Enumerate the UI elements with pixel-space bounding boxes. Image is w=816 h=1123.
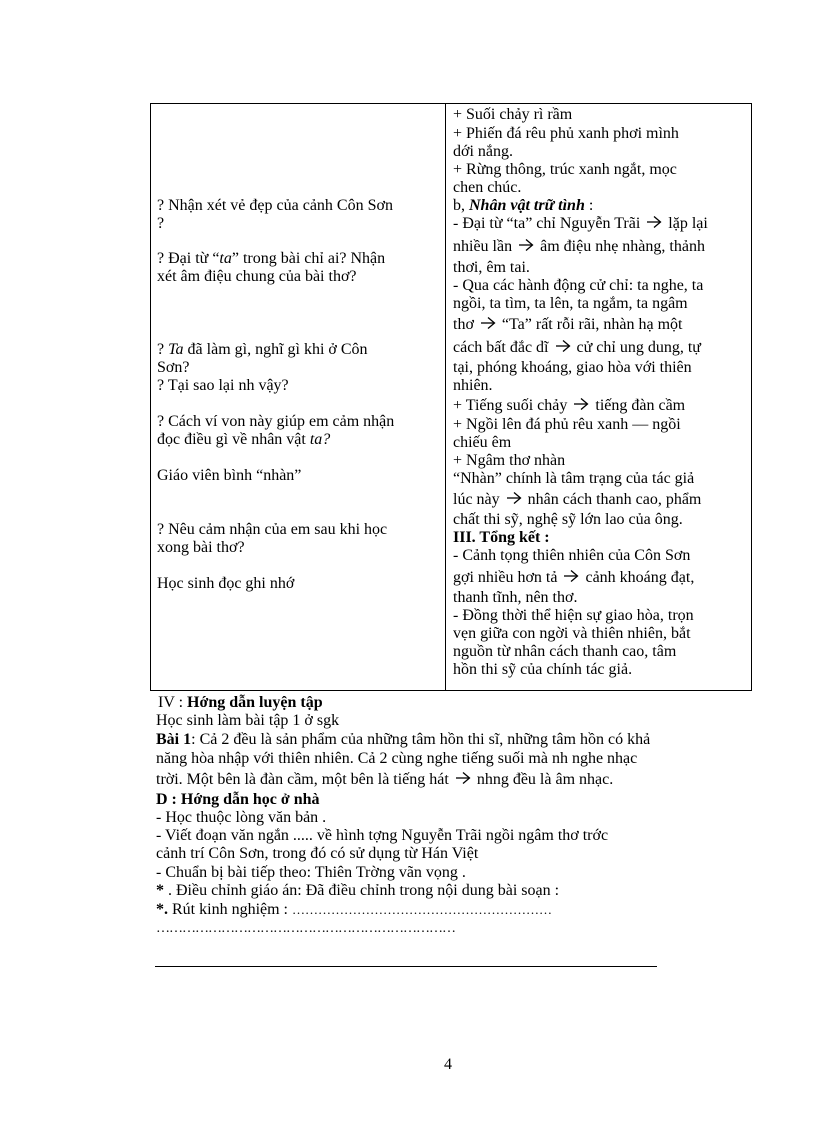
right-line: + Ngâm thơ nhàn <box>453 452 566 469</box>
right-line: tại, phóng khoáng, giao hòa với thiên <box>453 359 692 376</box>
right-line: ngồi, ta tìm, ta lên, ta ngắm, ta ngâm <box>453 295 688 312</box>
right-line: - Đồng thời thể hiện sự giao hòa, trọn <box>453 607 694 624</box>
section-iv-line: trời. Một bên là đàn cầm, một bên là tiếng hát nhng đều là âm nhạc. <box>156 771 614 788</box>
right-line: - Đại từ “ta” chỉ Nguyễn Trãi lặp lại <box>453 215 708 232</box>
left-q6b: xong bài thơ? <box>157 539 245 556</box>
arrow-icon <box>646 215 662 229</box>
left-q2b: xét âm điệu chung của bài thơ? <box>157 268 357 285</box>
section-iv-bai1: Bài 1: Cả 2 đều là sản phẩm của những tâm hồn thi sĩ, những tâm hồn có khả <box>156 731 651 748</box>
table-divider <box>445 104 446 690</box>
adjust-line: * . Điều chỉnh giáo án: Đã điều chỉnh trong nội dung bài soạn : <box>156 882 560 899</box>
lesson-table <box>150 103 752 691</box>
section-iv-line: năng hòa nhập với thiên nhiên. Cả 2 cùng nghe tiếng suối mà nh nghe nhạc <box>156 750 638 767</box>
page-number: 4 <box>444 1056 452 1073</box>
right-line: vẹn giữa con ngời và thiên nhiên, bắt <box>453 625 691 642</box>
arrow-icon <box>480 316 496 330</box>
section-d-item: - Viết đoạn văn ngắn ..... về hình tợng Nguyễn Trãi ngồi ngâm thơ trớc <box>156 827 609 844</box>
right-line: + Phiến đá rêu phủ xanh phơi mình <box>453 125 679 142</box>
right-line: thơ “Ta” rất rỗi rãi, nhàn hạ một <box>453 316 683 333</box>
right-line: cách bất đắc dĩ cử chỉ ung dung, tự <box>453 339 701 356</box>
horizontal-rule <box>155 966 657 967</box>
section-d-item: - Học thuộc lòng văn bản . <box>156 809 327 826</box>
arrow-icon <box>518 238 534 252</box>
left-q4: ? Tại sao lại nh vậy? <box>157 377 289 394</box>
left-q5b: đọc điều gì về nhân vật ta? <box>157 431 331 448</box>
right-line: + Ngồi lên đá phủ rêu xanh — ngồi <box>453 416 681 433</box>
left-q1b: ? <box>157 215 165 232</box>
right-line: nhiên. <box>453 377 493 394</box>
section-d-item: cảnh trí Côn Sơn, trong đó có sử dụng từ Hán Việt <box>156 845 479 862</box>
left-q3b: Sơn? <box>157 359 190 376</box>
right-line: dới nắng. <box>453 143 514 160</box>
right-line: + Suối chảy rì rầm <box>453 106 573 123</box>
section-d-heading: D : Hớng dẫn học ở nhà <box>156 791 320 808</box>
left-q2: ? Đại từ “ta” trong bài chỉ ai? Nhận <box>157 250 386 267</box>
left-q1: ? Nhận xét vẻ đẹp của cảnh Côn Sơn <box>157 197 393 214</box>
section-iv-heading: IV : Hớng dẫn luyện tập <box>158 694 323 711</box>
right-line: thanh tĩnh, nên thơ. <box>453 589 578 606</box>
arrow-icon <box>555 339 571 353</box>
left-q5: ? Cách ví von này giúp em cảm nhận <box>157 413 395 430</box>
right-line: - Qua các hành động cử chỉ: ta nghe, ta <box>453 277 704 294</box>
arrow-icon <box>506 491 522 505</box>
arrow-icon <box>455 771 471 785</box>
right-heading-iii: III. Tổng kết : <box>453 529 550 546</box>
right-line: hồn thi sỹ của chính tác giả. <box>453 661 633 678</box>
right-line: “Nhàn” chính là tâm trạng của tác giả <box>453 470 695 487</box>
right-heading-b: b, Nhân vật trữ tình : <box>453 197 594 214</box>
right-line: chất thi sỹ, nghệ sỹ lớn lao của ông. <box>453 511 683 528</box>
section-iv-line: Học sinh làm bài tập 1 ở sgk <box>156 712 340 729</box>
dotted-line: …………………………………………………………… <box>156 921 455 936</box>
right-line: lúc này nhân cách thanh cao, phẩm <box>453 491 702 508</box>
arrow-icon <box>573 397 589 411</box>
right-line: - Cảnh tọng thiên nhiên của Côn Sơn <box>453 547 691 564</box>
left-q6: ? Nêu cảm nhận của em sau khi học <box>157 521 388 538</box>
right-line: chiếu êm <box>453 434 512 451</box>
right-line: + Tiếng suối chảy tiếng đàn cầm <box>453 397 686 414</box>
right-line: thơi, êm tai. <box>453 259 530 276</box>
right-line: nguồn từ nhân cách thanh cao, tâm <box>453 643 677 660</box>
right-line: nhiều lần âm điệu nhẹ nhàng, thảnh <box>453 238 705 255</box>
right-line: chen chúc. <box>453 179 522 196</box>
left-teacher: Giáo viên bình “nhàn” <box>157 467 302 484</box>
right-line: gợi nhiều hơn tả cảnh khoáng đạt, <box>453 569 695 586</box>
experience-line: *. Rút kinh nghiệm : …………………………………………………… <box>156 901 552 918</box>
left-q3: ? Ta đã làm gì, nghĩ gì khi ở Côn <box>157 341 368 358</box>
section-d-item: - Chuẩn bị bài tiếp theo: Thiên Trờng vãn vọng . <box>156 864 466 881</box>
arrow-icon <box>563 569 579 583</box>
left-student: Học sinh đọc ghi nhớ <box>157 575 295 592</box>
right-line: + Rừng thông, trúc xanh ngắt, mọc <box>453 161 677 178</box>
